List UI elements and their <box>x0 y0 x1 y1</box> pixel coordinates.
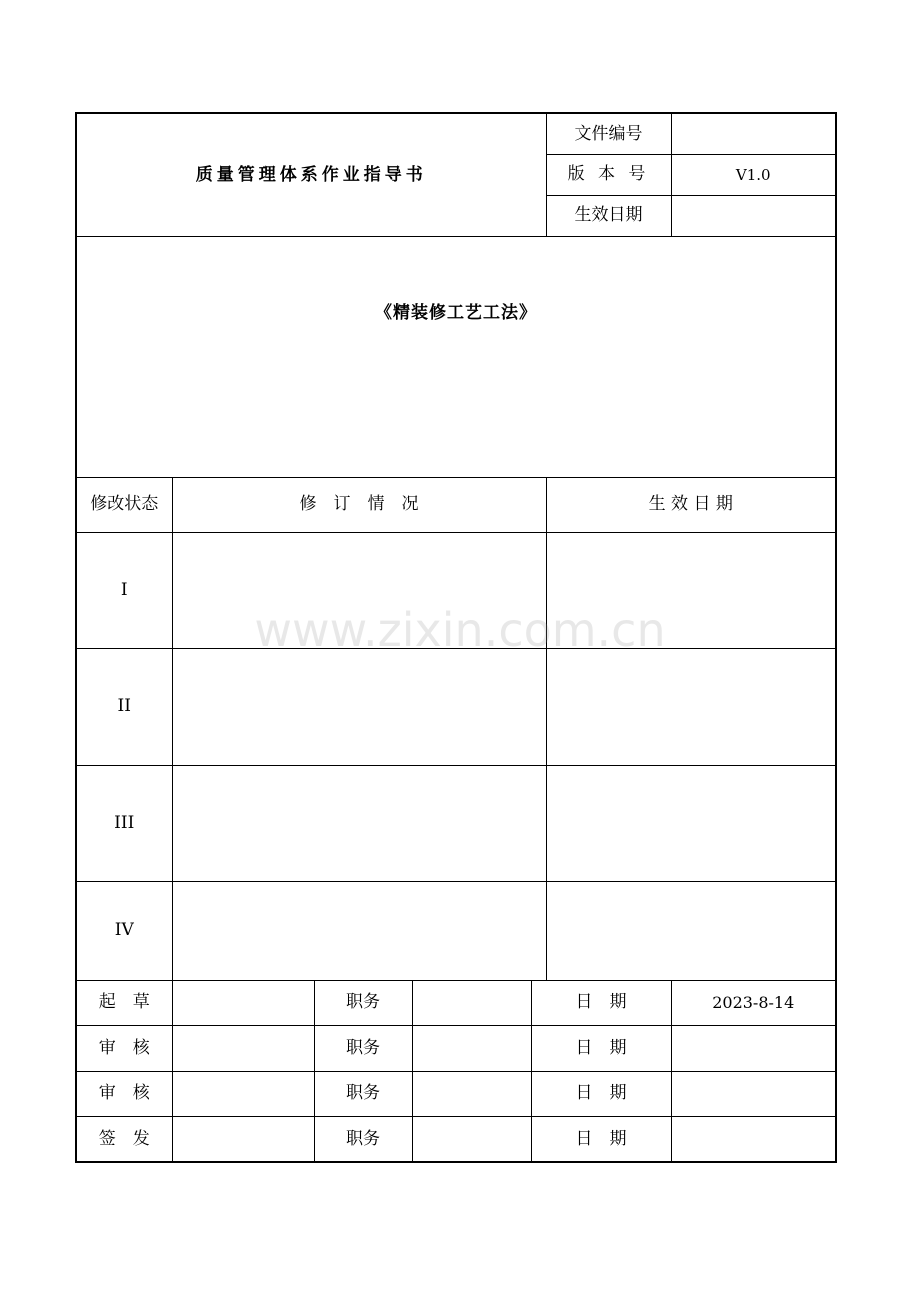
signoff-role: 起 草 <box>76 980 172 1025</box>
date-label: 日 期 <box>531 1116 671 1162</box>
revision-row <box>76 765 836 881</box>
signoff-name <box>172 1025 314 1071</box>
signoff-role: 审 核 <box>76 1025 172 1071</box>
revision-status: III <box>76 765 172 881</box>
signoff-position <box>412 1116 531 1162</box>
document-type-title: 质量管理体系作业指导书 <box>76 113 546 236</box>
revision-details <box>172 881 546 980</box>
revision-date <box>546 765 836 881</box>
effective-date-value <box>671 195 836 236</box>
date-label: 日 期 <box>531 980 671 1025</box>
version-value: V1.0 <box>671 154 836 195</box>
document-form-table <box>75 112 837 1163</box>
revision-status: I <box>76 532 172 648</box>
signoff-role: 签 发 <box>76 1116 172 1162</box>
revision-details <box>172 765 546 881</box>
date-label: 日 期 <box>531 1071 671 1116</box>
file-number-value <box>671 113 836 154</box>
date-label: 日 期 <box>531 1025 671 1071</box>
signoff-row <box>76 1071 836 1116</box>
revision-date-header: 生 效 日 期 <box>546 477 836 532</box>
revision-row <box>76 648 836 765</box>
revision-row <box>76 881 836 980</box>
position-label: 职务 <box>314 1116 412 1162</box>
position-label: 职务 <box>314 1071 412 1116</box>
revision-status: II <box>76 648 172 765</box>
signoff-name <box>172 1116 314 1162</box>
signoff-position <box>412 1071 531 1116</box>
file-number-label: 文件编号 <box>546 113 671 154</box>
signoff-position <box>412 1025 531 1071</box>
revision-date <box>546 532 836 648</box>
revision-date <box>546 648 836 765</box>
revision-details <box>172 532 546 648</box>
signoff-row <box>76 980 836 1025</box>
main-document-title: 《精装修工艺工法》 <box>76 236 836 477</box>
effective-date-label: 生效日期 <box>546 195 671 236</box>
revision-status-header: 修改状态 <box>76 477 172 532</box>
revision-status: IV <box>76 881 172 980</box>
revision-date <box>546 881 836 980</box>
version-label: 版 本 号 <box>546 154 671 195</box>
signoff-date <box>671 1025 836 1071</box>
signoff-position <box>412 980 531 1025</box>
signoff-name <box>172 1071 314 1116</box>
signoff-name <box>172 980 314 1025</box>
signoff-row <box>76 1116 836 1162</box>
revision-details-header: 修 订 情 况 <box>172 477 546 532</box>
position-label: 职务 <box>314 1025 412 1071</box>
signoff-date <box>671 1116 836 1162</box>
revision-row <box>76 532 836 648</box>
signoff-date <box>671 1071 836 1116</box>
signoff-date: 2023-8-14 <box>671 980 836 1025</box>
position-label: 职务 <box>314 980 412 1025</box>
revision-details <box>172 648 546 765</box>
signoff-role: 审 核 <box>76 1071 172 1116</box>
watermark: www.zixin.com.cn <box>254 603 666 657</box>
signoff-row <box>76 1025 836 1071</box>
